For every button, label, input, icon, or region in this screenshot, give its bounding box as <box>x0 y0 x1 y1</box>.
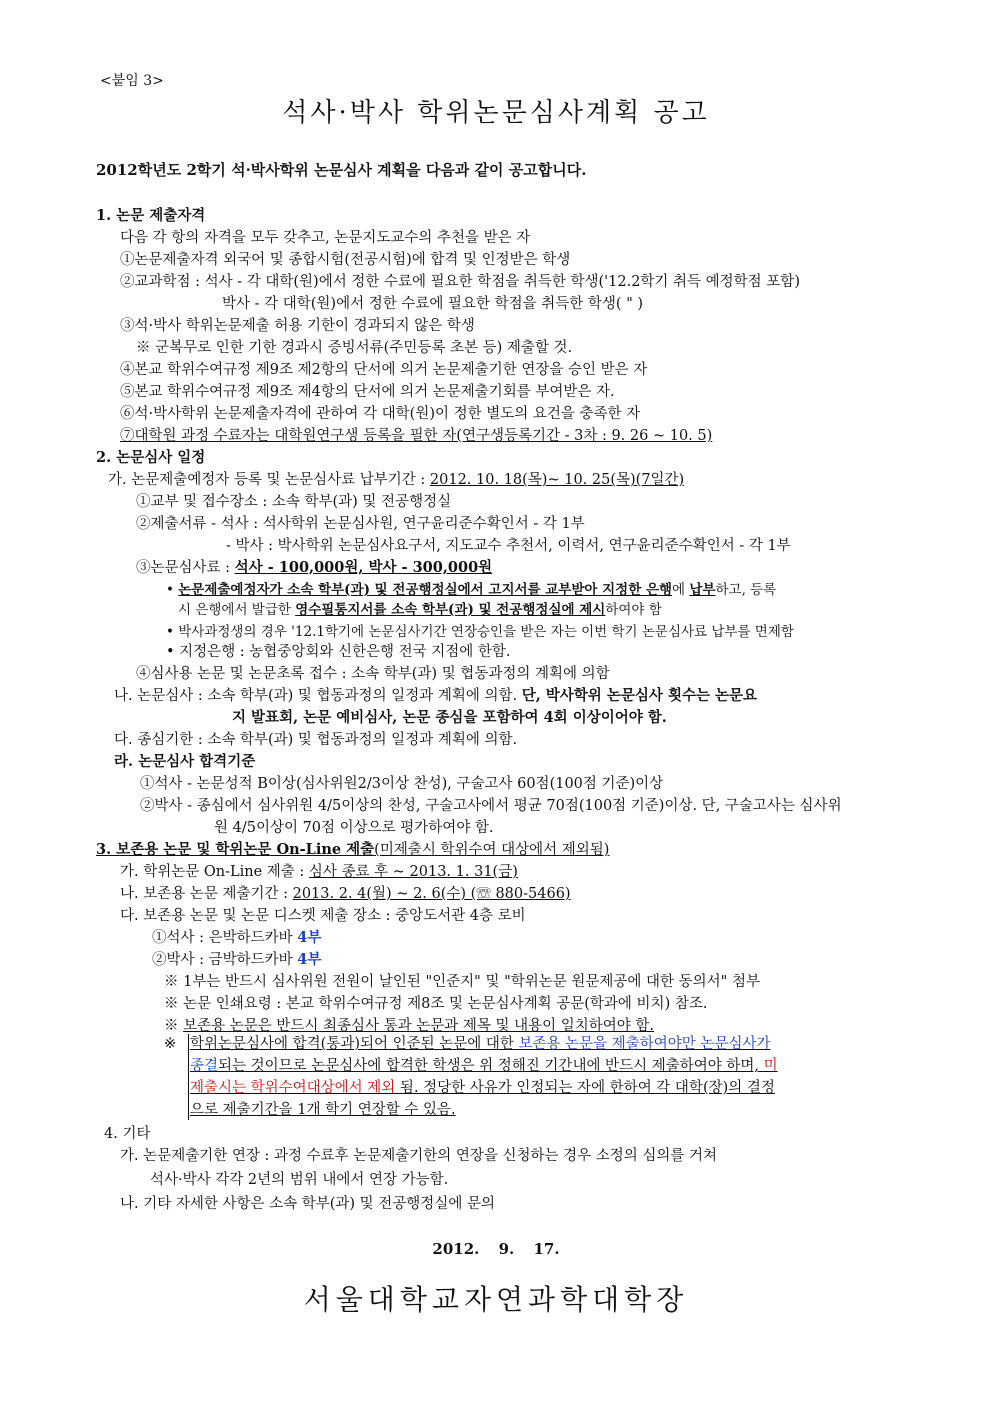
section-1-heading: 1. 논문 제출자격 <box>96 207 206 224</box>
notice-warning: 미 <box>763 1058 778 1074</box>
s4-line: 석사·박사 각각 2년의 범위 내에서 연장 가능함. <box>150 1172 449 1188</box>
bullet-exemption <box>166 622 794 642</box>
bullet-icon: • <box>166 624 174 640</box>
dean-signature: 서울대학교자연과학대학장 <box>303 1283 689 1316</box>
s2-line: 원 4/5이상이 70점 이상으로 평가하여야 함. <box>214 820 494 836</box>
s3-heading-text: 3. 보존용 논문 및 학위논문 On-Line 제출 <box>96 841 375 858</box>
s2-fee <box>136 558 492 578</box>
s3-na <box>120 884 571 904</box>
notice-text: 되는 것이므로 논문심사에 합격한 학생은 위 정해진 기간내에 반드시 제출하여야 하며, <box>218 1058 764 1074</box>
copies-label: ②박사 : 금박하드카바 <box>152 952 298 968</box>
s1-line: 박사 - 각 대학(원)에서 정한 수료에 필요한 학점을 취득한 학생( " ) <box>222 296 644 312</box>
notice-line <box>190 1056 778 1076</box>
s1-line: 다음 각 항의 자격을 모두 갖추고, 논문지도교수의 추천을 받은 자 <box>120 230 531 246</box>
bullet1-part: 하여야 함 <box>605 602 662 618</box>
announcement-date: 2012. 9. 17. <box>432 1240 560 1258</box>
note-mark: ※ <box>164 1018 184 1034</box>
bullet-bank <box>166 642 510 662</box>
bullet1-part: 하고, 등록 <box>715 582 777 598</box>
bullet-icon: • <box>166 644 175 660</box>
s1-line: ⑤본교 학위수여규정 제9조 제4항의 단서에 의거 논문제출기회를 부여받은 자. <box>120 384 615 400</box>
s1-line: ⑦대학원 과정 수료자는 대학원연구생 등록을 필한 자(연구생등록기간 - 3차 : 9. 26 ~ 10. 5) <box>120 428 713 444</box>
s1-line: ③석·박사 학위논문제출 허용 기한이 경과되지 않은 학생 <box>120 318 475 334</box>
bullet2-text: 박사과정생의 경우 '12.1학기에 논문심사기간 연장승인을 받은 자는 이번 학기 논문심사료 납부를 면제함 <box>178 624 794 640</box>
fee-label: ③논문심사료 : <box>136 560 235 576</box>
notice-emphasis: 보존용 논문을 제출하여야만 논문심사가 <box>518 1036 771 1052</box>
s1-line: ②교과학점 : 석사 - 각 대학(원)에서 정한 수료에 필요한 학점을 취득한 학생('12.2학기 취득 예정학점 포함) <box>120 274 800 290</box>
note-mark: ※ <box>164 1036 177 1052</box>
s2-ga-label: 가. 논문제출예정자 등록 및 논문심사료 납부기간 : <box>108 472 430 488</box>
bullet1-part: 논문제출예정자가 소속 학부(과) 및 전공행정실에서 고지서를 교부받아 지정한 은행 <box>178 582 673 598</box>
s3-ga <box>120 862 518 882</box>
attachment-tag: <붙임 3> <box>100 73 164 89</box>
s3-doctor-copies <box>152 950 321 970</box>
s2-line: - 박사 : 박사학위 논문심사요구서, 지도교수 추천서, 이력서, 연구윤리준수확인서 - 각 1부 <box>226 538 791 554</box>
s2-na-cont: 지 발표회, 논문 예비심사, 논문 종심을 포함하여 4회 이상이어야 함. <box>232 709 667 726</box>
s2-line: ②제출서류 - 석사 : 석사학위 논문심사원, 연구윤리준수확인서 - 각 1부 <box>136 516 585 532</box>
bullet1-part: 영수필통지서를 소속 학부(과) 및 전공행정실에 제시 <box>295 602 606 618</box>
s3-note <box>164 1016 654 1036</box>
notice-text: 학위논문심사에 합격(통과)되어 인준된 논문에 대한 <box>190 1036 519 1052</box>
notice-emphasis: 종결 <box>190 1058 219 1074</box>
s3-ga-label: 가. 학위논문 On-Line 제출 : <box>120 864 309 880</box>
bullet1-part: 에 <box>672 582 690 598</box>
s1-line: ④본교 학위수여규정 제9조 제2항의 단서에 의거 논문제출기한 연장을 승인 받은 자 <box>120 362 648 378</box>
copies-count: 4부 <box>297 929 322 946</box>
s1-line: ⑥석·박사학위 논문제출자격에 관하여 각 대학(원)이 정한 별도의 요건을 충족한 자 <box>120 406 641 422</box>
s2-line: ④심사용 논문 및 논문초록 접수 : 소속 학부(과) 및 협동과정의 계획에 의함 <box>136 666 610 682</box>
s3-da: 다. 보존용 논문 및 논문 디스켓 제출 장소 : 중앙도서관 4층 로비 <box>120 908 526 924</box>
s3-heading-note: (미제출시 학위수여 대상에서 제외됨) <box>374 842 610 858</box>
s3-note: ※ 논문 인쇄요령 : 본교 학위수여규정 제8조 및 논문심사계획 공문(학과에 비치) 참조. <box>164 996 708 1012</box>
page-title: 석사·박사 학위논문심사계획 공고 <box>282 98 710 128</box>
s4-line: 가. 논문제출기한 연장 : 과정 수료후 논문제출기한의 연장을 신청하는 경우 소정의 심의를 거쳐 <box>120 1148 718 1164</box>
section-3-heading <box>96 840 609 860</box>
notice-line <box>190 1034 770 1054</box>
bullet3-text: 지정은행 : 농협중앙회와 신한은행 전국 지점에 한함. <box>179 644 511 660</box>
registration-period: 2012. 10. 18(목)~ 10. 25(목)(7일간) <box>429 472 685 488</box>
notice-text: 됨. 정당한 사유가 인정되는 자에 한하여 각 대학(장)의 결정 <box>395 1080 775 1096</box>
s2-ga <box>108 470 684 490</box>
copies-count: 4부 <box>297 951 322 968</box>
bullet-payment-cont <box>178 600 662 620</box>
notice-line <box>190 1078 775 1098</box>
s2-na <box>114 686 757 706</box>
na-text: 나. 논문심사 : 소속 학부(과) 및 협동과정의 일정과 계획에 의함. <box>114 688 522 704</box>
s3-na-label: 나. 보존용 논문 제출기간 : <box>120 886 293 902</box>
s2-line: ①교부 및 접수장소 : 소속 학부(과) 및 전공행정실 <box>136 494 452 510</box>
bullet-icon: • <box>166 582 174 598</box>
intro-text: 2012학년도 2학기 석·박사학위 논문심사 계획을 다음과 같이 공고합니다. <box>96 161 587 179</box>
note-text: 보존용 논문은 반드시 최종심사 통과 논문과 제목 및 내용이 일치하여야 함. <box>183 1018 655 1034</box>
s2-ra: 라. 논문심사 합격기준 <box>114 753 256 770</box>
copies-label: ①석사 : 은박하드카바 <box>152 930 298 946</box>
bullet-payment <box>166 580 776 600</box>
s2-da: 다. 종심기한 : 소속 학부(과) 및 협동과정의 일정과 계획에 의함. <box>114 732 518 748</box>
s1-line: ①논문제출자격 외국어 및 종합시험(전공시험)에 합격 및 인정받은 학생 <box>120 252 571 268</box>
submission-period: 2013. 2. 4(월) ~ 2. 6(수) (☏ 880-5466) <box>292 886 571 902</box>
s1-line: ※ 군복무로 인한 기한 경과시 증빙서류(주민등록 초본 등) 제출할 것. <box>136 340 573 356</box>
fee-amount: 석사 - 100,000원, 박사 - 300,000원 <box>234 559 493 576</box>
s3-note: ※ 1부는 반드시 심사위원 전원이 날인된 "인준지" 및 "학위논문 원문제공에 대한 동의서" 첨부 <box>164 974 760 990</box>
bullet1-part: 시 은행에서 발급한 <box>178 602 296 618</box>
notice-warning: 제출시는 학위수여대상에서 제외 <box>190 1080 396 1096</box>
s3-master-copies <box>152 928 321 948</box>
na-emphasis: 단, 박사학위 논문심사 횟수는 논문요 <box>521 687 758 704</box>
section-2-heading: 2. 논문심사 일정 <box>96 449 206 466</box>
online-deadline: 심사 종료 후 ~ 2013. 1. 31(금) <box>308 864 518 880</box>
s2-line: ①석사 - 논문성적 B이상(심사위원2/3이상 찬성), 구술고사 60점(100점 기준)이상 <box>140 776 664 792</box>
bullet1-part: 납부 <box>689 582 716 598</box>
section-4-heading: 4. 기타 <box>104 1126 151 1142</box>
s4-line: 나. 기타 자세한 사항은 소속 학부(과) 및 전공행정실에 문의 <box>120 1196 495 1212</box>
notice-line: 으로 제출기간을 1개 학기 연장할 수 있음. <box>190 1102 456 1118</box>
s2-line: ②박사 - 종심에서 심사위원 4/5이상의 찬성, 구술고사에서 평균 70점(100점 기준)이상. 단, 구술고사는 심사위 <box>140 798 842 814</box>
